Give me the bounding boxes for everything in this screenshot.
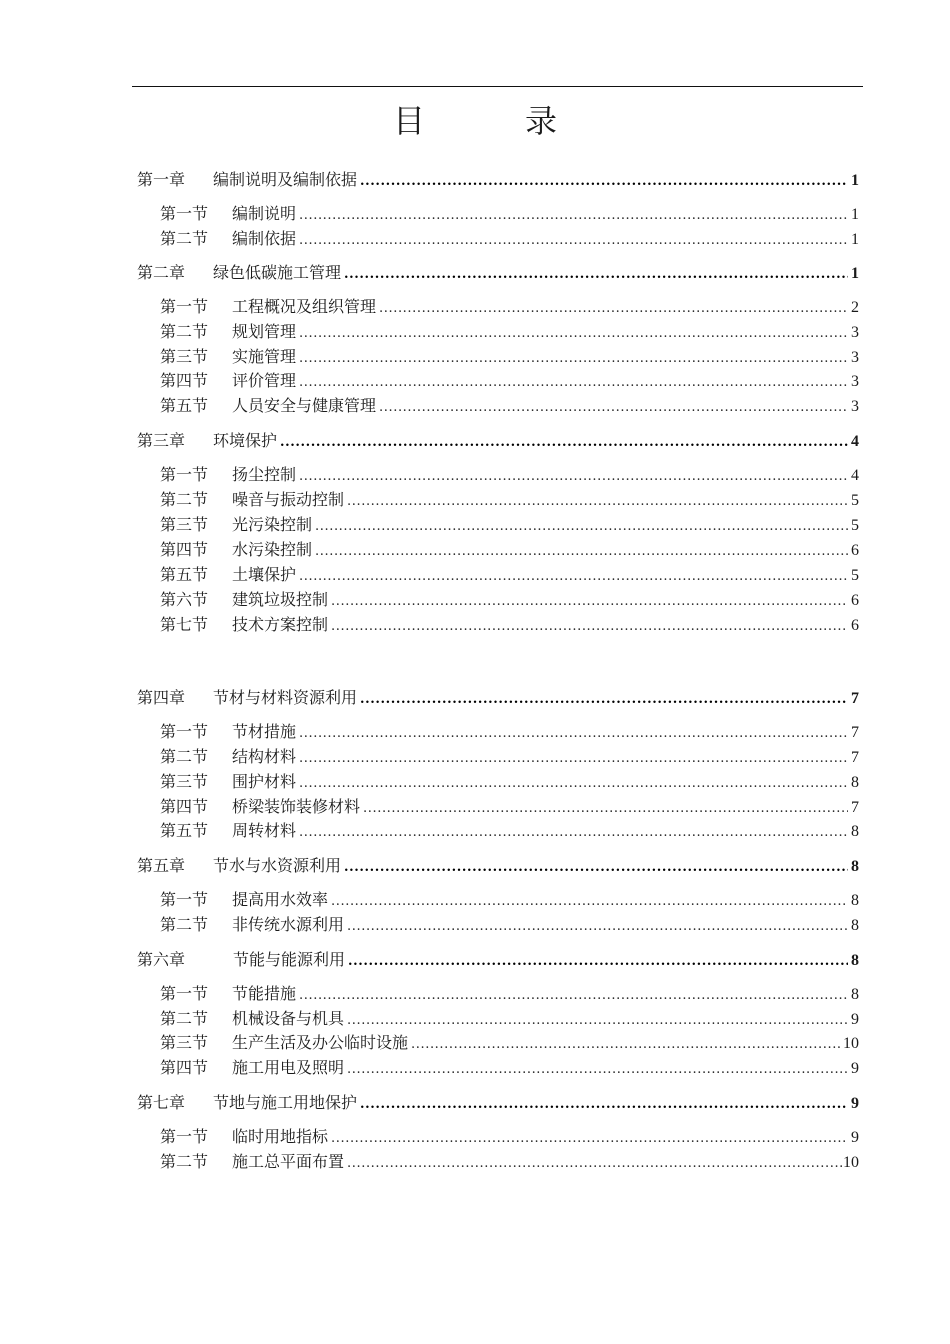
section-title: 非传统水源利用 [232,915,345,934]
section-number: 第一节 [160,984,209,1003]
chapter-title: 节能与能源利用 [233,950,346,969]
toc-chapter-4[interactable] [137,687,859,709]
dot-leader [347,491,848,513]
section-title: 生产生活及办公临时设施 [232,1033,409,1052]
chapter-page: 8 [851,858,859,875]
chapter-number: 第一章 [137,170,186,189]
chapter-page: 4 [851,433,859,450]
section-number: 第二节 [160,747,209,766]
toc-section-1-2[interactable] [160,228,859,250]
section-number: 第二节 [160,915,209,934]
toc-section-2-1[interactable] [160,296,859,318]
dot-leader [347,916,848,938]
section-page: 6 [851,617,859,634]
toc-chapter-1[interactable] [137,169,859,191]
section-title: 建筑垃圾控制 [232,590,329,609]
section-title: 光污染控制 [232,515,313,534]
section-number: 第三节 [160,772,209,791]
section-page: 6 [851,592,859,609]
section-title: 规划管理 [232,322,297,341]
chapter-title: 节地与施工用地保护 [213,1093,358,1112]
dot-leader [360,171,848,193]
section-number: 第四节 [160,371,209,390]
dot-leader [299,822,848,844]
dot-leader [331,616,848,638]
toc-section-2-3[interactable] [160,346,859,368]
toc-section-1-1[interactable] [160,203,859,225]
section-number: 第三节 [160,347,209,366]
section-title: 技术方案控制 [232,615,329,634]
section-number: 第一节 [160,890,209,909]
section-title: 水污染控制 [232,540,313,559]
toc-section-7-2[interactable] [160,1151,859,1173]
toc-title: 目 录 [392,102,591,140]
section-number: 第五节 [160,821,209,840]
section-number: 第二节 [160,322,209,341]
section-number: 第七节 [160,615,209,634]
section-title: 工程概况及组织管理 [232,297,377,316]
toc-section-3-6[interactable] [160,589,859,611]
chapter-number: 第七章 [137,1093,186,1112]
section-page: 3 [851,324,859,341]
chapter-number: 第六章 [137,950,186,969]
section-page: 9 [851,1129,859,1146]
section-page: 3 [851,349,859,366]
chapter-title: 绿色低碳施工管理 [213,263,342,282]
section-page: 6 [851,542,859,559]
section-title: 编制说明 [232,204,297,223]
chapter-number: 第四章 [137,688,186,707]
section-title: 施工用电及照明 [232,1058,345,1077]
section-page: 2 [851,299,859,316]
toc-section-3-2[interactable] [160,489,859,511]
toc-section-7-1[interactable] [160,1126,859,1148]
dot-leader [360,689,848,711]
section-title: 人员安全与健康管理 [232,396,377,415]
dot-leader [299,466,848,488]
dot-leader [299,773,848,795]
chapter-page: 1 [851,265,859,282]
toc-section-4-4[interactable] [160,796,859,818]
section-number: 第一节 [160,465,209,484]
section-page: 5 [851,492,859,509]
section-page: 9 [851,1011,859,1028]
section-page: 5 [851,567,859,584]
dot-leader [299,723,848,745]
dot-leader [299,566,848,588]
section-title: 评价管理 [232,371,297,390]
toc-section-4-5[interactable] [160,820,859,842]
dot-leader [315,516,848,538]
section-title: 周转材料 [232,821,297,840]
toc-section-3-7[interactable] [160,614,859,636]
section-number: 第五节 [160,565,209,584]
toc-chapter-5[interactable] [137,855,859,877]
section-page: 10 [843,1035,859,1052]
toc-section-3-5[interactable] [160,564,859,586]
section-number: 第一节 [160,297,209,316]
dot-leader [299,323,848,345]
toc-section-4-3[interactable] [160,771,859,793]
dot-leader [299,372,848,394]
section-number: 第四节 [160,797,209,816]
dot-leader [315,541,848,563]
dot-leader [363,798,848,820]
chapter-page: 7 [851,690,859,707]
section-title: 实施管理 [232,347,297,366]
toc-section-6-1[interactable] [160,983,859,1005]
dot-leader [347,1153,842,1175]
section-title: 土壤保护 [232,565,297,584]
section-title: 扬尘控制 [232,465,297,484]
chapter-page: 9 [851,1095,859,1112]
dot-leader [379,298,848,320]
section-number: 第一节 [160,1127,209,1146]
section-page: 7 [851,799,859,816]
chapter-number: 第二章 [137,263,186,282]
toc-section-3-4[interactable] [160,539,859,561]
dot-leader [360,1094,848,1116]
section-number: 第四节 [160,540,209,559]
toc-section-6-4[interactable] [160,1057,859,1079]
section-page: 3 [851,398,859,415]
section-number: 第二节 [160,490,209,509]
section-number: 第五节 [160,396,209,415]
section-page: 10 [843,1154,859,1171]
section-title: 节材措施 [232,722,297,741]
chapter-number: 第五章 [137,856,186,875]
toc-chapter-6[interactable] [137,949,859,971]
section-page: 8 [851,774,859,791]
dot-leader [348,951,848,973]
dot-leader [347,1059,848,1081]
toc-section-4-1[interactable] [160,721,859,743]
dot-leader [411,1034,842,1056]
chapter-page: 8 [851,952,859,969]
section-number: 第二节 [160,229,209,248]
dot-leader [299,985,848,1007]
chapter-number: 第三章 [137,431,186,450]
section-number: 第四节 [160,1058,209,1077]
dot-leader [299,230,848,252]
section-number: 第二节 [160,1009,209,1028]
dot-leader [347,1010,848,1032]
toc-chapter-2[interactable] [137,262,859,284]
section-page: 8 [851,823,859,840]
section-title: 编制依据 [232,229,297,248]
chapter-title: 编制说明及编制依据 [213,170,358,189]
section-title: 围护材料 [232,772,297,791]
toc-chapter-7[interactable] [137,1092,859,1114]
section-number: 第一节 [160,204,209,223]
toc-section-3-1[interactable] [160,464,859,486]
section-title: 结构材料 [232,747,297,766]
toc-section-6-3[interactable] [160,1032,859,1054]
toc-section-5-1[interactable] [160,889,859,911]
section-number: 第三节 [160,1033,209,1052]
section-page: 4 [851,467,859,484]
toc-section-2-4[interactable] [160,370,859,392]
section-title: 提高用水效率 [232,890,329,909]
section-title: 噪音与振动控制 [232,490,345,509]
section-page: 8 [851,917,859,934]
section-title: 施工总平面布置 [232,1152,345,1171]
dot-leader [299,205,848,227]
section-page: 7 [851,724,859,741]
section-page: 1 [851,231,859,248]
toc-section-2-5[interactable] [160,395,859,417]
section-page: 3 [851,373,859,390]
chapter-title: 节材与材料资源利用 [213,688,358,707]
section-page: 5 [851,517,859,534]
section-title: 节能措施 [232,984,297,1003]
section-title: 桥梁装饰装修材料 [232,797,361,816]
dot-leader [331,1128,848,1150]
dot-leader [344,857,848,879]
dot-leader [299,748,848,770]
dot-leader [299,348,848,370]
section-page: 7 [851,749,859,766]
section-page: 8 [851,892,859,909]
chapter-title: 环境保护 [213,431,278,450]
section-number: 第三节 [160,515,209,534]
toc-chapter-3[interactable] [137,430,859,452]
toc-section-4-2[interactable] [160,746,859,768]
section-title: 临时用地指标 [232,1127,329,1146]
dot-leader [379,397,848,419]
section-number: 第二节 [160,1152,209,1171]
section-number: 第六节 [160,590,209,609]
chapter-page: 1 [851,172,859,189]
toc-section-6-2[interactable] [160,1008,859,1030]
dot-leader [331,591,848,613]
dot-leader [280,432,848,454]
toc-section-2-2[interactable] [160,321,859,343]
section-page: 8 [851,986,859,1003]
dot-leader [331,891,848,913]
dot-leader [344,264,848,286]
section-number: 第一节 [160,722,209,741]
toc-section-5-2[interactable] [160,914,859,936]
toc-section-3-3[interactable] [160,514,859,536]
section-page: 9 [851,1060,859,1077]
section-title: 机械设备与机具 [232,1009,345,1028]
section-page: 1 [851,206,859,223]
chapter-title: 节水与水资源利用 [213,856,342,875]
